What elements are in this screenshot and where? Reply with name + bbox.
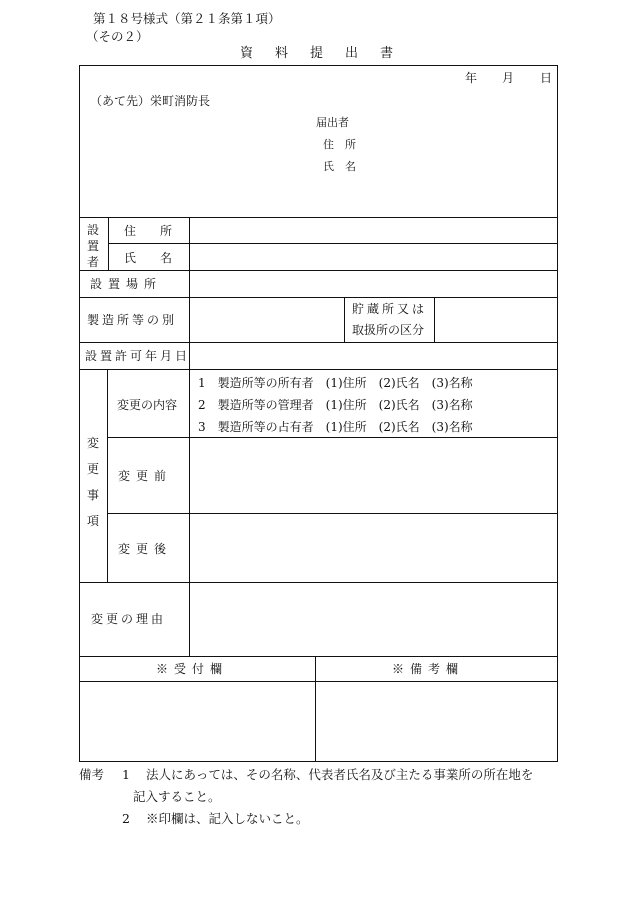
storage-class-label-2: 取扱所の区分 bbox=[352, 323, 425, 337]
after-field[interactable] bbox=[190, 514, 557, 582]
reason-label: 変更の理由 bbox=[91, 612, 167, 626]
facility-type-field[interactable] bbox=[190, 298, 344, 342]
date-year-label: 年 bbox=[465, 71, 478, 85]
change-group-label: 変更事項 bbox=[87, 436, 100, 528]
page-title: 資料提出書 bbox=[240, 46, 416, 61]
rule bbox=[79, 656, 558, 657]
form-number: 第１８号様式（第２１条第１項） bbox=[93, 11, 281, 26]
installer-name-label: 氏 名 bbox=[124, 251, 173, 265]
note-2-number: 2 bbox=[122, 811, 130, 826]
storage-class-field[interactable] bbox=[435, 298, 557, 342]
note-2-text: ※印欄は、記入しないこと。 bbox=[146, 811, 309, 826]
reception-field bbox=[80, 682, 315, 761]
date-month-label: 月 bbox=[502, 71, 515, 85]
location-field[interactable] bbox=[190, 271, 557, 297]
permit-date-label: 設置許可年月日 bbox=[85, 349, 191, 363]
reception-header: ※受付欄 bbox=[156, 662, 229, 676]
note-1-number: 1 bbox=[122, 767, 130, 782]
rule bbox=[344, 297, 345, 342]
facility-type-label: 製造所等の別 bbox=[87, 313, 178, 327]
submitter-label: 届出者 bbox=[316, 116, 349, 129]
change-content-label: 変更の内容 bbox=[117, 398, 178, 412]
change-option-2[interactable]: 2 製造所等の管理者 (1)住所 (2)氏名 (3)名称 bbox=[198, 398, 473, 412]
date-day-label: 日 bbox=[540, 71, 553, 85]
sub-number: （その２） bbox=[86, 29, 149, 44]
rule bbox=[107, 369, 108, 582]
rule bbox=[108, 217, 109, 270]
form-frame bbox=[79, 65, 558, 762]
submitter-name-label: 氏 名 bbox=[323, 160, 356, 173]
change-option-3[interactable]: 3 製造所等の占有者 (1)住所 (2)氏名 (3)名称 bbox=[198, 420, 473, 434]
installer-name-field[interactable] bbox=[190, 244, 557, 270]
remarks-header: ※備考欄 bbox=[392, 662, 465, 676]
storage-class-label-1: 貯蔵所又は bbox=[352, 302, 428, 316]
rule bbox=[79, 369, 558, 370]
installer-address-field[interactable] bbox=[190, 218, 557, 243]
reason-field[interactable] bbox=[190, 583, 557, 656]
addressee: （あて先）栄町消防長 bbox=[90, 94, 211, 108]
after-label: 変更後 bbox=[118, 542, 173, 556]
before-label: 変更前 bbox=[118, 469, 173, 483]
installer-address-label: 住 所 bbox=[124, 224, 173, 238]
installer-group-label: 設置者 bbox=[87, 223, 100, 269]
before-field[interactable] bbox=[190, 438, 557, 513]
notes-label: 備考 bbox=[79, 767, 105, 782]
submitter-address-label: 住 所 bbox=[323, 138, 356, 151]
remarks-field bbox=[316, 682, 557, 761]
change-option-1[interactable]: 1 製造所等の所有者 (1)住所 (2)氏名 (3)名称 bbox=[198, 376, 473, 390]
note-1-line-1: 法人にあっては、その名称、代表者氏名及び主たる事業所の所在地を bbox=[146, 767, 534, 782]
location-label: 設置場所 bbox=[90, 277, 163, 291]
note-1-line-2: 記入すること。 bbox=[133, 789, 221, 804]
permit-date-field[interactable] bbox=[190, 343, 557, 369]
